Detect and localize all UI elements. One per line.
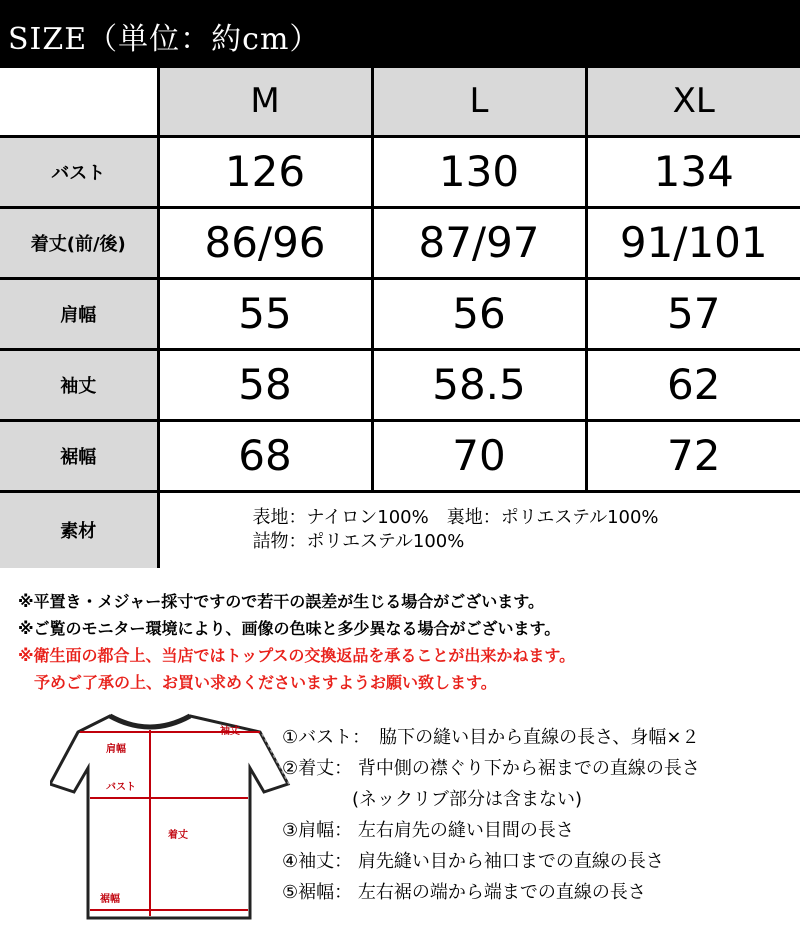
table-row-material [0,491,800,568]
table-cell: 134 [586,136,800,207]
row-label-sleeve: 袖丈 [0,349,158,420]
header-bar [0,0,800,68]
row-label-bust: バスト [0,136,158,207]
table-row [0,349,800,420]
table-row [0,136,800,207]
legend-item-length: ②着丈： 背中側の襟ぐり下から裾までの直線の長さ [282,758,700,779]
page-title: SIZE（単位：約cm） [8,22,321,57]
note-acknowledge: 予めご了承の上、お買い求めくださいますようお願い致します。 [34,673,497,692]
diagram-label-bust: バスト [106,782,136,793]
diagram-label-hem: 裾幅 [100,894,120,905]
table-row [0,420,800,491]
legend-item-hem: ⑤裾幅： 左右裾の端から端までの直線の長さ [282,882,646,903]
column-header-xl: XL [586,68,800,136]
note-measurement: ※平置き・メジャー採寸ですので若干の誤差が生じる場合がございます。 [18,592,544,611]
table-cell: 70 [372,420,586,491]
legend-item-shoulder: ③肩幅： 左右肩先の縫い目間の長さ [282,820,574,841]
table-header-row [0,68,800,136]
material-line-2: 詰物：ポリエステル100% [252,531,465,553]
legend-item-sleeve: ④袖丈： 肩先縫い目から袖口までの直線の長さ [282,851,664,872]
table-cell: 68 [158,420,372,491]
table-cell: 58 [158,349,372,420]
column-header-m: M [158,68,372,136]
column-header-l: L [372,68,586,136]
table-cell: 55 [158,278,372,349]
row-label-material: 素材 [0,491,158,568]
table-cell: 126 [158,136,372,207]
table-cell: 56 [372,278,586,349]
legend-item-bust: ①バスト： 脇下の縫い目から直線の長さ、身幅×２ [282,727,700,748]
diagram-label-shoulder: 肩幅 [106,744,126,755]
note-monitor: ※ご覧のモニター環境により、画像の色味と多少異なる場合がございます。 [18,619,561,638]
row-label-length: 着丈(前/後) [0,207,158,278]
table-cell: 130 [372,136,586,207]
table-cell: 72 [586,420,800,491]
note-no-returns: ※衛生面の都合上、当店ではトップスの交換返品を承ることが出来かねます。 [18,646,576,665]
table-cell: 91/101 [586,207,800,278]
tshirt-outline-icon [50,708,300,924]
table-cell: 57 [586,278,800,349]
row-label-shoulder: 肩幅 [0,278,158,349]
size-table [0,68,800,568]
table-cell: 86/96 [158,207,372,278]
table-cell: 58.5 [372,349,586,420]
diagram-label-length: 着丈 [168,830,188,841]
row-label-hem: 裾幅 [0,420,158,491]
notes-block [18,588,575,696]
table-row [0,207,800,278]
material-line-1: 表地：ナイロン100% 裏地：ポリエステル100% [252,507,659,529]
table-cell: 87/97 [372,207,586,278]
legend-item-length-note: (ネックリブ部分は含まない) [352,789,583,810]
shirt-diagram [50,708,300,924]
material-cell [158,491,800,568]
table-row [0,278,800,349]
measurement-legend [282,722,700,908]
table-corner-cell [0,68,158,136]
table-cell: 62 [586,349,800,420]
diagram-label-sleeve: 袖丈 [220,726,240,737]
